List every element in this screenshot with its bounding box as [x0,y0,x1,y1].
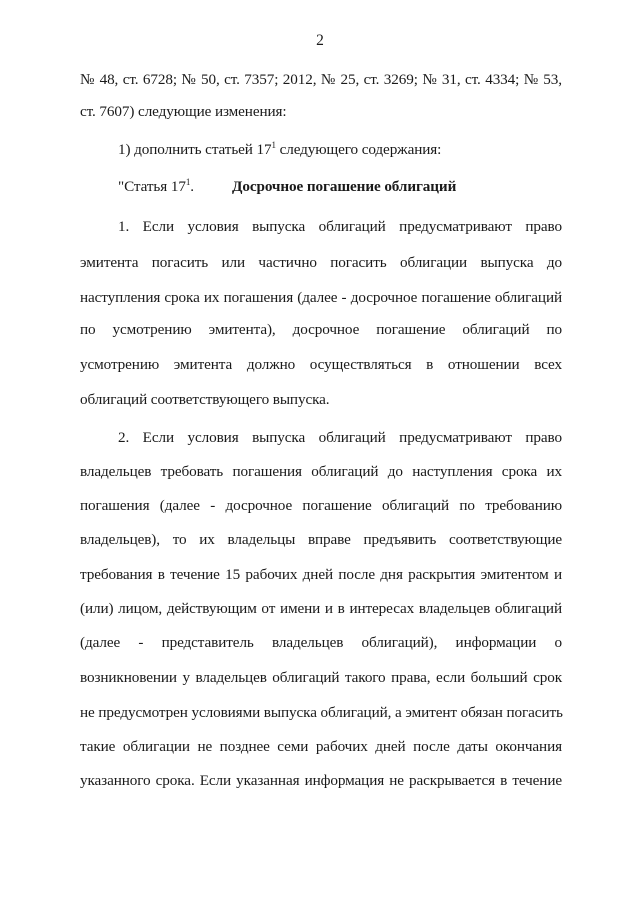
page-number: 2 [316,32,324,49]
paragraph-line: по усмотрению эмитента), досрочное погашение облигаций по [80,321,562,338]
paragraph-line: погашения (далее - досрочное погашение облигаций по требованию [80,497,562,514]
paragraph-line: усмотрению эмитента должно осуществляться в отношении всех [80,356,562,373]
text-line: № 48, ст. 6728; № 50, ст. 7357; 2012, № 25, ст. 3269; № 31, ст. 4334; № 53, [80,71,562,88]
paragraph-line: эмитента погасить или частично погасить облигации выпуска до [80,254,562,271]
paragraph-line: облигаций соответствующего выпуска. [80,391,330,408]
paragraph-line: владельцев), то их владельцы вправе предъявить соответствующие [80,531,562,548]
paragraph-line: требования в течение 15 рабочих дней после дня раскрытия эмитентом и [80,566,562,583]
paragraph-line: 1. Если условия выпуска облигаций предусматривают право [118,218,562,235]
paragraph-line: указанного срока. Если указанная информация не раскрывается в течение [80,772,562,789]
amendment-text: 1) дополнить статьей 17 [118,141,272,158]
paragraph-line: не предусмотрен условиями выпуска облигаций, а эмитент обязан погасить [80,704,563,721]
article-label [118,177,194,197]
paragraph-line: наступления срока их погашения (далее - досрочное погашение облигаций [80,289,562,306]
paragraph-line: (далее - представитель владельцев облигаций), информации о [80,634,562,651]
superscript: 1 [185,177,191,187]
text-line: ст. 7607) следующие изменения: [80,103,287,120]
article-label-text: "Статья 17 [118,178,186,195]
article-title: Досрочное погашение облигаций [232,178,457,195]
paragraph-line: такие облигации не позднее семи рабочих дней после даты окончания [80,738,562,755]
article-label-dot: . [190,178,194,195]
paragraph-line: возникновении у владельцев облигаций такого права, если больший срок [80,669,562,686]
superscript: 1 [271,140,276,150]
amendment-line [118,140,562,160]
paragraph-line: (или) лицом, действующим от имени и в интересах владельцев облигаций [80,600,562,617]
paragraph-line: владельцев требовать погашения облигаций до наступления срока их [80,463,562,480]
paragraph-line: 2. Если условия выпуска облигаций предусматривают право [118,429,562,446]
amendment-text-end: следующего содержания: [275,141,442,158]
